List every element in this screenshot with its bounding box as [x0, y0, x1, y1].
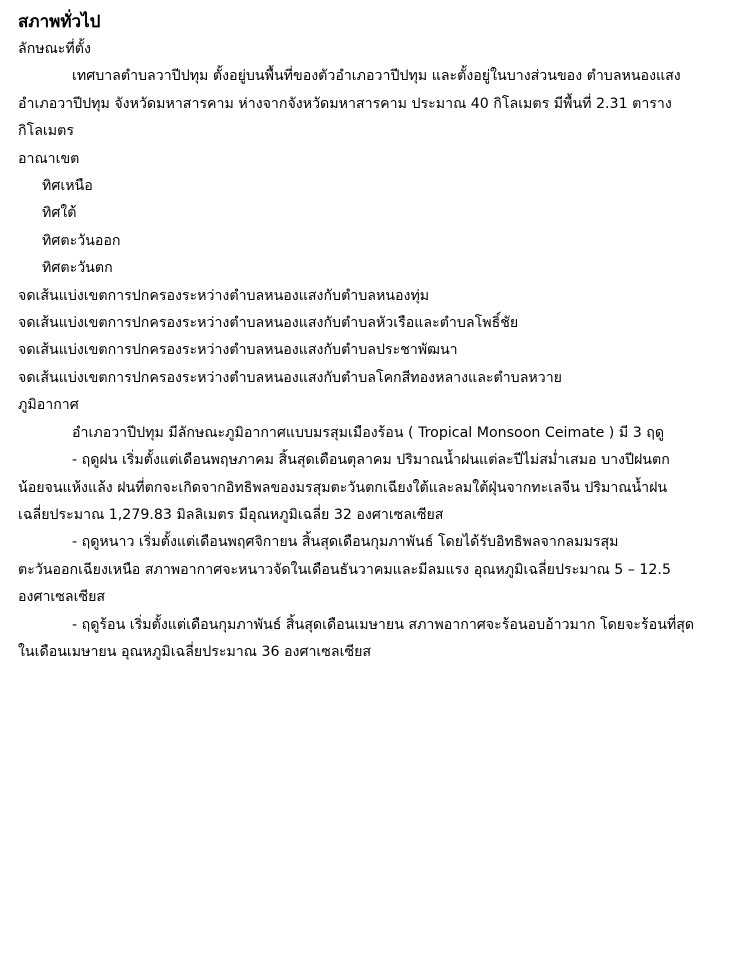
direction-north: ทิศเหนือ: [42, 178, 93, 195]
location-line: อำเภอวาปีปทุม จังหวัดมหาสารคาม ห่างจากจังหวัดมหาสารคาม ประมาณ 40 กิโลเมตร มีพื้นที่ 2.31 ตาราง: [18, 95, 672, 112]
rainy-season-line: น้อยจนแห้งแล้ง ฝนที่ตกจะเกิดจากอิทธิพลของมรสุมตะวันตกเฉียงใต้และลมใต้ฝุ่นจากทะเลจีน ปริมาณน้ำฝน: [18, 479, 668, 496]
rainy-season-line: เฉลี่ยประมาณ 1,279.83 มิลลิเมตร มีอุณหภูมิเฉลี่ย 32 องศาเซลเซียส: [18, 506, 444, 523]
direction-south: ทิศใต้: [42, 205, 77, 222]
rainy-season-line: - ฤดูฝน เริ่มตั้งแต่เดือนพฤษภาคม สิ้นสุดเดือนตุลาคม ปริมาณน้ำฝนแต่ละปีไม่สม่ำเสมอ บางปีฝนตก: [72, 452, 670, 469]
summer-season-line: ในเดือนเมษายน อุณหภูมิเฉลี่ยประมาณ 36 องศาเซลเซียส: [18, 643, 372, 660]
direction-west: ทิศตะวันตก: [42, 260, 113, 277]
summer-season-line: - ฤดูร้อน เริ่มตั้งแต่เดือนกุมภาพันธ์ สิ้นสุดเดือนเมษายน สภาพอากาศจะร้อนอบอ้าวมาก โดยจะร้อนที่สุด: [72, 616, 695, 633]
page-title: สภาพทั่วไป: [18, 12, 101, 32]
winter-season-line: - ฤดูหนาว เริ่มตั้งแต่เดือนพฤศจิกายน สิ้นสุดเดือนกุมภาพันธ์ โดยได้รับอิทธิพลจากลมมรสุม: [72, 534, 619, 551]
climate-intro: อำเภอวาปีปทุม มีลักษณะภูมิอากาศแบบมรสุมเมืองร้อน ( Tropical Monsoon Ceimate ) มี 3 ฤดู: [72, 424, 665, 441]
location-line: กิโลเมตร: [18, 123, 74, 140]
winter-season-line: องศาเซลเซียส: [18, 589, 106, 606]
direction-east: ทิศตะวันออก: [42, 232, 121, 249]
boundary-line: จดเส้นแบ่งเขตการปกครองระหว่างตำบลหนองแสงกับตำบลหัวเรือและตำบลโพธิ์ชัย: [18, 315, 519, 332]
document-body: [18, 8, 730, 666]
climate-heading: ภูมิอากาศ: [18, 397, 79, 414]
location-heading: ลักษณะที่ตั้ง: [18, 41, 91, 57]
boundary-heading: อาณาเขต: [18, 150, 80, 167]
boundary-line: จดเส้นแบ่งเขตการปกครองระหว่างตำบลหนองแสงกับตำบลหนองทุ่ม: [18, 287, 430, 304]
winter-season-line: ตะวันออกเฉียงเหนือ สภาพอากาศจะหนาวจัดในเดือนธันวาคมและมีลมแรง อุณหภูมิเฉลี่ยประมาณ 5 – 12.5: [18, 561, 671, 578]
boundary-line: จดเส้นแบ่งเขตการปกครองระหว่างตำบลหนองแสงกับตำบลประชาพัฒนา: [18, 342, 458, 359]
boundary-line: จดเส้นแบ่งเขตการปกครองระหว่างตำบลหนองแสงกับตำบลโคกสีทองหลางและตำบลหวาย: [18, 369, 562, 386]
location-line: เทศบาลตำบลวาปีปทุม ตั้งอยู่บนพื้นที่ของตัวอำเภอวาปีปทุม และตั้งอยู่ในบางส่วนของ ตำบลหนองแสง: [72, 68, 681, 85]
